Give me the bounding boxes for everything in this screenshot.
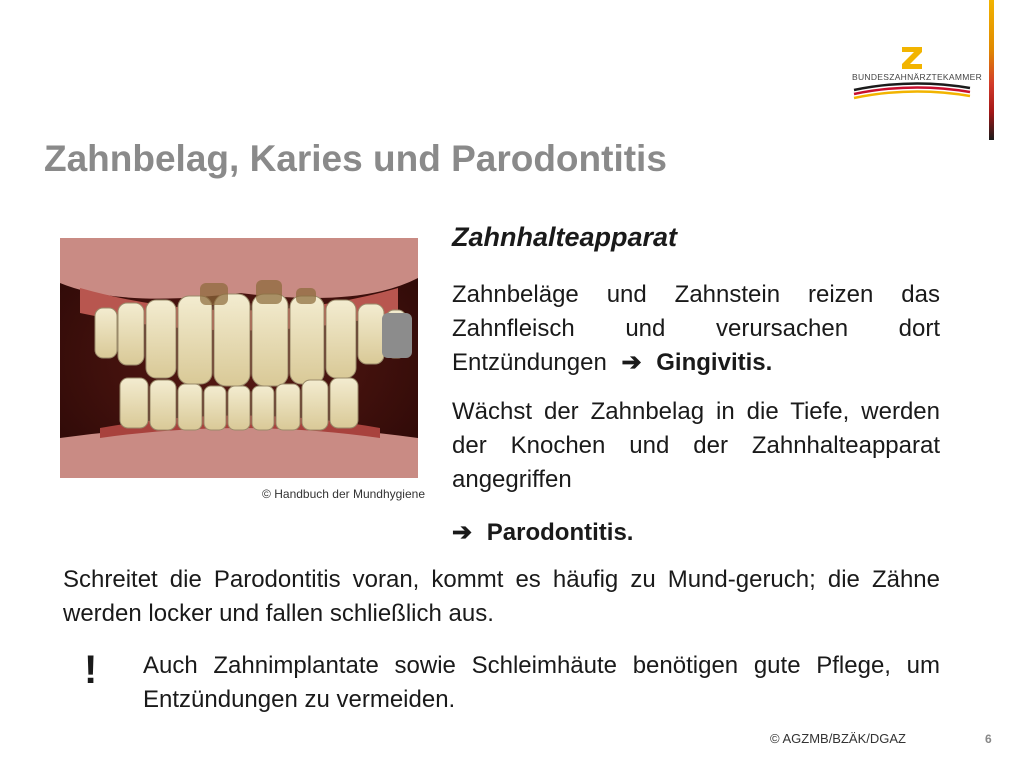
- section-heading: Zahnhalteapparat: [452, 222, 678, 252]
- footer-copyright: © AGZMB/BZÄK/DGAZ: [770, 731, 906, 746]
- paragraph-depth: Wächst der Zahnbelag in die Tiefe, werden der Knochen und der Zahnhalteapparat angegriffen: [452, 398, 940, 493]
- arrow-icon: ➔: [621, 349, 642, 376]
- paragraph-implants-note: Auch Zahnimplantate sowie Schleimhäute benötigen gute Pflege, um Entzündungen zu vermeiden.: [143, 652, 940, 713]
- parodontitis-term: Parodontitis.: [486, 519, 634, 546]
- paragraph-progression: Schreitet die Parodontitis voran, kommt es häufig zu Mund-geruch; die Zähne werden locker und fallen schließlich aus.: [63, 566, 940, 627]
- exclamation-mark: !: [84, 648, 98, 692]
- page-number: 6: [985, 732, 992, 746]
- logo-text: BUNDESZAHNÄRZTEKAMMER: [852, 72, 983, 82]
- accent-color-bar: [989, 0, 994, 140]
- paragraph-parodontitis: [452, 518, 633, 547]
- photo-credit: © Handbuch der Mundhygiene: [262, 487, 425, 501]
- page-title: Zahnbelag, Karies und Parodontitis: [44, 138, 667, 179]
- gingivitis-term: Gingivitis.: [656, 349, 773, 376]
- teeth-photo: [60, 238, 418, 478]
- p1-text: Zahnbeläge und Zahnstein reizen das Zahnfleisch und verursachen dort Entzündungen: [452, 281, 940, 376]
- bundeszahnaerztekammer-logo: [852, 44, 983, 104]
- paragraph-gingivitis: [452, 278, 940, 380]
- arrow-icon: ➔: [452, 519, 473, 546]
